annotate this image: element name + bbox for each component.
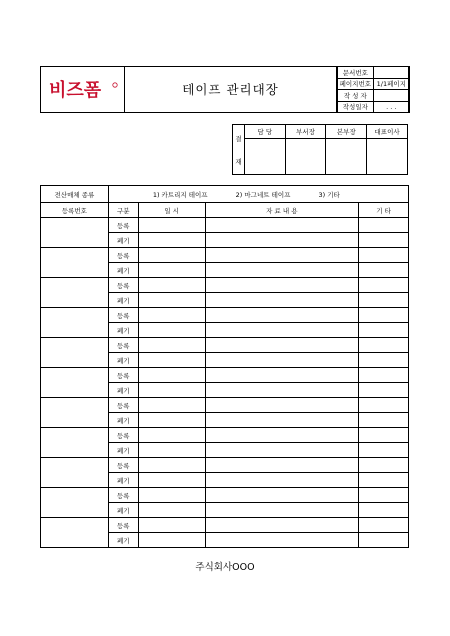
content-cell[interactable] (205, 473, 359, 488)
datetime-cell[interactable] (138, 353, 205, 368)
row-type-cell: 폐기 (108, 233, 138, 248)
datetime-cell[interactable] (138, 458, 205, 473)
content-cell[interactable] (205, 398, 359, 413)
content-cell[interactable] (205, 353, 359, 368)
other-cell[interactable] (359, 248, 409, 263)
reg-no-cell[interactable] (41, 368, 109, 398)
other-cell[interactable] (359, 278, 409, 293)
table-row (41, 458, 409, 473)
approval-role-division-head: 본부장 (326, 125, 367, 139)
column-header-datetime: 일 시 (138, 203, 205, 218)
tape-ledger-table (40, 185, 409, 548)
row-type-cell: 등록 (108, 368, 138, 383)
signature-cell[interactable] (326, 139, 367, 175)
approval-role-dept-head: 부서장 (285, 125, 326, 139)
content-cell[interactable] (205, 308, 359, 323)
signature-cell[interactable] (244, 139, 285, 175)
approval-box (232, 124, 408, 175)
other-cell[interactable] (359, 308, 409, 323)
column-header-other: 기 타 (359, 203, 409, 218)
approval-side-label: 결 재 (233, 125, 245, 175)
other-cell[interactable] (359, 233, 409, 248)
content-cell[interactable] (205, 383, 359, 398)
table-row (41, 488, 409, 503)
meta-value[interactable]: 1/1페이지 (373, 78, 409, 90)
meta-row (338, 101, 410, 113)
other-cell[interactable] (359, 518, 409, 533)
row-type-cell: 등록 (108, 278, 138, 293)
other-cell[interactable] (359, 323, 409, 338)
content-cell[interactable] (205, 428, 359, 443)
media-option-other: 3) 기타 (318, 190, 340, 199)
other-cell[interactable] (359, 218, 409, 233)
row-type-cell: 등록 (108, 488, 138, 503)
row-type-cell: 폐기 (108, 533, 138, 548)
row-type-cell: 폐기 (108, 263, 138, 278)
content-cell[interactable] (205, 368, 359, 383)
table-row (41, 398, 409, 413)
reg-no-cell[interactable] (41, 488, 109, 518)
logo-mark (47, 76, 119, 102)
reg-no-cell[interactable] (41, 458, 109, 488)
datetime-cell[interactable] (138, 518, 205, 533)
datetime-cell[interactable] (138, 218, 205, 233)
other-cell[interactable] (359, 293, 409, 308)
datetime-cell[interactable] (138, 428, 205, 443)
row-type-cell: 폐기 (108, 503, 138, 518)
meta-label: 작 성 자 (338, 90, 374, 102)
document-header (40, 66, 409, 113)
document-title: 테이프 관리대장 (125, 67, 337, 112)
content-cell[interactable] (205, 248, 359, 263)
signature-cell[interactable] (285, 139, 326, 175)
approval-role-staff: 담 당 (244, 125, 285, 139)
signature-cell[interactable] (367, 139, 408, 175)
datetime-cell[interactable] (138, 368, 205, 383)
document-meta-table (337, 66, 410, 113)
content-cell[interactable] (205, 323, 359, 338)
datetime-cell[interactable] (138, 248, 205, 263)
bizform-logo (41, 67, 125, 112)
content-cell[interactable] (205, 233, 359, 248)
other-cell[interactable] (359, 503, 409, 518)
company-name: 주식회사OOO (195, 562, 255, 573)
content-cell[interactable] (205, 218, 359, 233)
meta-label: 작성일자 (338, 101, 374, 113)
other-cell[interactable] (359, 368, 409, 383)
meta-value[interactable]: . . . (373, 101, 409, 113)
meta-row (338, 78, 410, 90)
datetime-cell[interactable] (138, 413, 205, 428)
other-cell[interactable] (359, 383, 409, 398)
row-type-cell: 폐기 (108, 443, 138, 458)
reg-no-cell[interactable] (41, 278, 109, 308)
row-type-cell: 등록 (108, 398, 138, 413)
content-cell[interactable] (205, 293, 359, 308)
approval-role-ceo: 대표이사 (367, 125, 408, 139)
content-cell[interactable] (205, 278, 359, 293)
content-cell[interactable] (205, 458, 359, 473)
content-cell[interactable] (205, 413, 359, 428)
reg-no-cell[interactable] (41, 248, 109, 278)
reg-no-cell[interactable] (41, 218, 109, 248)
table-row (41, 278, 409, 293)
reg-no-cell[interactable] (41, 518, 109, 548)
meta-label: 페이지번호 (338, 78, 374, 90)
reg-no-cell[interactable] (41, 398, 109, 428)
row-type-cell: 등록 (108, 308, 138, 323)
table-row (41, 218, 409, 233)
datetime-cell[interactable] (138, 278, 205, 293)
column-header-type: 구분 (108, 203, 138, 218)
meta-row (338, 67, 410, 79)
reg-no-cell[interactable] (41, 308, 109, 338)
row-type-cell: 등록 (108, 518, 138, 533)
column-header-reg-no: 등록번호 (41, 203, 109, 218)
row-type-cell: 등록 (108, 458, 138, 473)
content-cell[interactable] (205, 443, 359, 458)
row-type-cell: 등록 (108, 338, 138, 353)
other-cell[interactable] (359, 533, 409, 548)
media-option-cartridge: 1) 카트리지 테이프 (152, 190, 208, 199)
meta-value[interactable] (373, 67, 409, 79)
other-cell[interactable] (359, 338, 409, 353)
content-cell[interactable] (205, 518, 359, 533)
meta-value[interactable] (373, 90, 409, 102)
table-row (41, 428, 409, 443)
datetime-cell[interactable] (138, 533, 205, 548)
content-cell[interactable] (205, 488, 359, 503)
svg-text:비즈폼: 비즈폼 (49, 80, 102, 101)
datetime-cell[interactable] (138, 338, 205, 353)
content-cell[interactable] (205, 503, 359, 518)
content-cell[interactable] (205, 533, 359, 548)
row-type-cell: 폐기 (108, 293, 138, 308)
datetime-cell[interactable] (138, 488, 205, 503)
other-cell[interactable] (359, 488, 409, 503)
datetime-cell[interactable] (138, 503, 205, 518)
content-cell[interactable] (205, 338, 359, 353)
reg-no-cell[interactable] (41, 338, 109, 368)
row-type-cell: 등록 (108, 248, 138, 263)
datetime-cell[interactable] (138, 383, 205, 398)
content-cell[interactable] (205, 263, 359, 278)
other-cell[interactable] (359, 458, 409, 473)
meta-row (338, 90, 410, 102)
datetime-cell[interactable] (138, 323, 205, 338)
other-cell[interactable] (359, 353, 409, 368)
row-type-cell: 등록 (108, 218, 138, 233)
datetime-cell[interactable] (138, 443, 205, 458)
table-row (41, 308, 409, 323)
media-type-label: 전산매체 종류 (41, 186, 109, 203)
meta-label: 문서번호 (338, 67, 374, 79)
other-cell[interactable] (359, 398, 409, 413)
reg-no-cell[interactable] (41, 428, 109, 458)
other-cell[interactable] (359, 413, 409, 428)
datetime-cell[interactable] (138, 473, 205, 488)
other-cell[interactable] (359, 443, 409, 458)
column-header-content: 자 료 내 용 (205, 203, 359, 218)
row-type-cell: 폐기 (108, 353, 138, 368)
row-type-cell: 폐기 (108, 323, 138, 338)
table-row (41, 338, 409, 353)
media-option-magnetic: 2) 마그네트 테이프 (235, 190, 291, 199)
row-type-cell: 폐기 (108, 383, 138, 398)
other-cell[interactable] (359, 473, 409, 488)
table-row (41, 248, 409, 263)
row-type-cell: 폐기 (108, 473, 138, 488)
datetime-cell[interactable] (138, 308, 205, 323)
row-type-cell: 등록 (108, 428, 138, 443)
row-type-cell: 폐기 (108, 413, 138, 428)
other-cell[interactable] (359, 428, 409, 443)
datetime-cell[interactable] (138, 398, 205, 413)
datetime-cell[interactable] (138, 293, 205, 308)
media-type-options (108, 186, 408, 203)
datetime-cell[interactable] (138, 233, 205, 248)
table-row (41, 368, 409, 383)
other-cell[interactable] (359, 263, 409, 278)
table-row (41, 518, 409, 533)
datetime-cell[interactable] (138, 263, 205, 278)
